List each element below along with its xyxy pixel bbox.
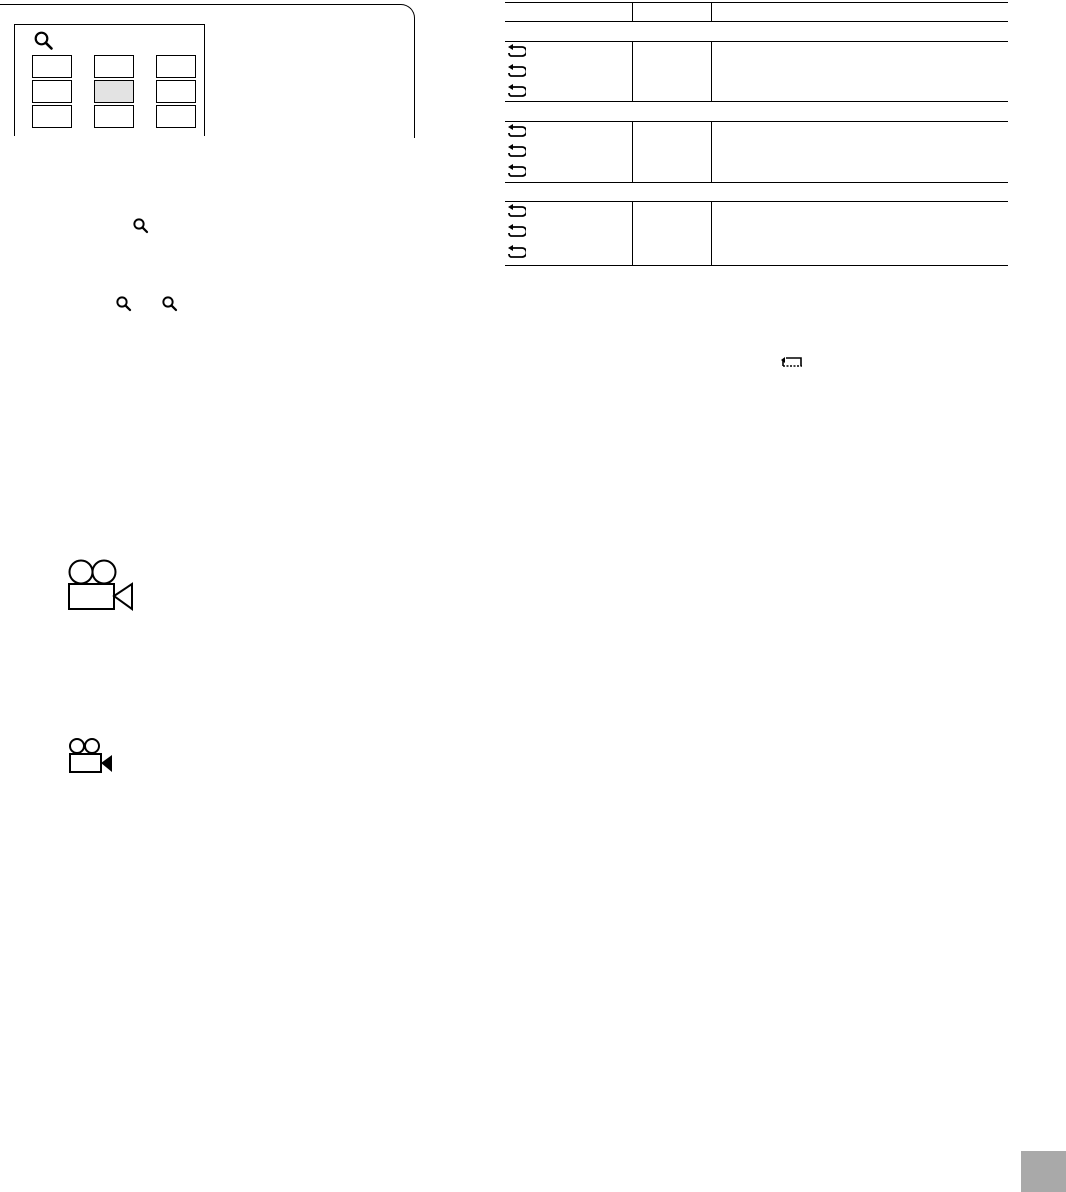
zoom-grid-cell-selected[interactable] [94,80,134,103]
magnifier-icon [162,296,178,312]
magnifier-icon [133,218,149,234]
zoom-grid-cell[interactable] [32,55,72,78]
table-col-divider [711,2,712,21]
repeat-arrow-icon [506,84,526,98]
repeat-arrow-icon [506,44,526,58]
table-col-divider [632,41,633,101]
zoom-grid-cell[interactable] [94,105,134,128]
table-rule [505,101,1008,102]
return-arrow-icon [780,355,804,369]
table-rule [505,201,1008,202]
magnifier-icon [34,31,54,51]
zoom-grid-cell[interactable] [32,105,72,128]
table-rule [505,265,1008,266]
table-col-divider [711,41,712,101]
zoom-grid-cell[interactable] [156,55,196,78]
repeat-arrow-icon [506,164,526,178]
zoom-grid-cell[interactable] [32,80,72,103]
zoom-grid-cell[interactable] [156,80,196,103]
zoom-grid-cell[interactable] [156,105,196,128]
page-number-tab [1021,1151,1066,1192]
repeat-arrow-icon [506,204,526,218]
table-col-divider [632,201,633,265]
repeat-arrow-icon [506,124,526,138]
repeat-arrow-icon [506,224,526,238]
table-rule [505,21,1008,22]
repeat-arrow-icon [506,144,526,158]
repeat-arrow-icon [506,245,526,259]
table-rule [505,182,1008,183]
table-col-divider [711,201,712,265]
table-col-divider [632,121,633,182]
magnifier-icon [116,296,132,312]
table-rule [505,121,1008,122]
table-rule [505,2,1008,3]
movie-camera-icon-large [66,558,134,612]
movie-camera-icon-small [67,736,115,776]
repeat-arrow-icon [506,64,526,78]
table-rule [505,41,1008,42]
table-col-divider [711,121,712,182]
zoom-grid-cell[interactable] [94,55,134,78]
table-col-divider [632,2,633,21]
